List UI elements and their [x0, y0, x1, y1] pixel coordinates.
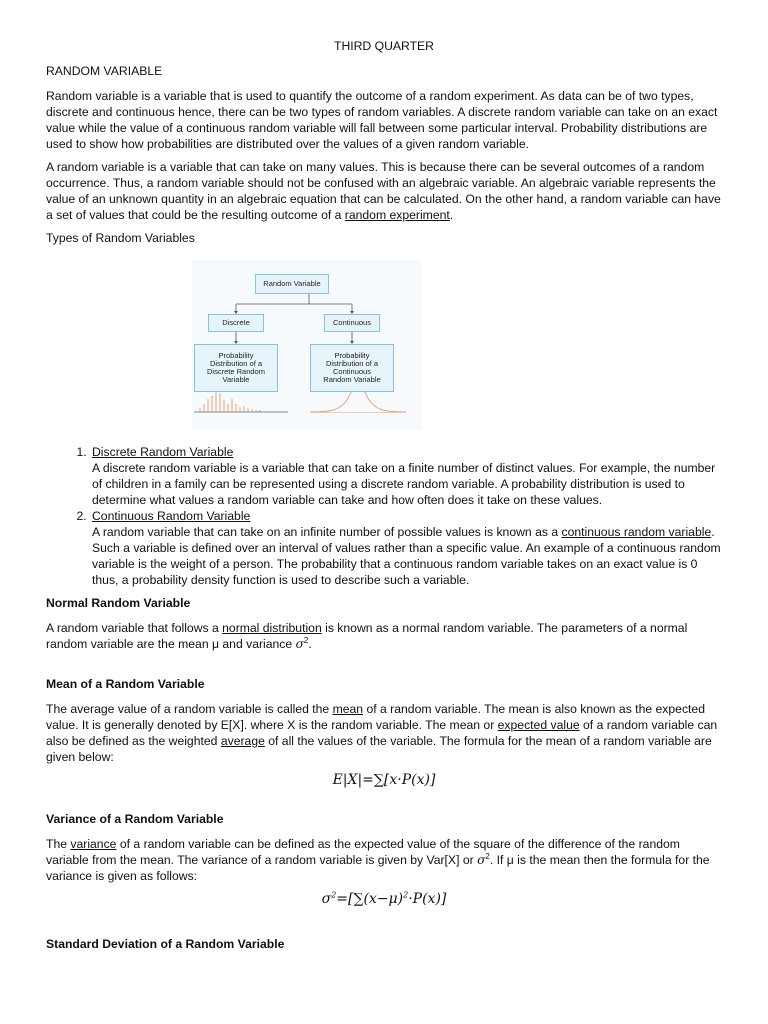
text-segment: The [46, 837, 71, 851]
list-item [90, 444, 722, 508]
normal-heading: Normal Random Variable [46, 596, 191, 610]
discrete-distribution-node: Probability Distribution of a Discrete Random Variable [194, 344, 278, 392]
text-segment: of a random variable. The mean is also known as the expected value. It is generally denoted by E[X]. where X is the random variable. The mean or [46, 702, 705, 732]
variance-formula [46, 890, 722, 908]
formula-exponent: 2 [331, 890, 337, 900]
page-title: THIRD QUARTER [334, 39, 434, 53]
continuous-random-variable-title[interactable]: Continuous Random Variable [92, 509, 251, 523]
document-page [46, 38, 722, 952]
text-segment: is known as a normal random variable. The parameters of a normal random variable are the mean μ and variance [46, 621, 688, 651]
text-segment: The average value of a random variable is called the [46, 702, 333, 716]
expected-value-link[interactable]: expected value [497, 718, 580, 732]
continuous-random-variable-link[interactable]: continuous random variable [561, 525, 712, 539]
random-variable-diagram [192, 260, 422, 430]
text-segment: of a random variable can also be defined as the weighted [46, 718, 718, 748]
text-segment: of all the values of the variable. The formula for the mean of a random variable are given below: [46, 734, 712, 764]
intro-paragraph: Random variable is a variable that is used to quantify the outcome of a random experiment. As data can be of two types, discrete and continuous hence, there can be two types of random variables. A discrete random variable can take on an exact value while the value of a continuous random variable will fall between some particular interval. Probability distributions are used to show how probabilities are distributed over the values of a given random variable. [46, 89, 718, 151]
text-segment: . [308, 637, 312, 651]
exponent: 2 [485, 851, 490, 861]
list-item [90, 508, 722, 588]
standard-deviation-heading: Standard Deviation of a Random Variable [46, 937, 285, 951]
exponent: 2 [303, 635, 309, 645]
text-segment: . If μ is the mean then the formula for the variance is given as follows: [46, 853, 710, 883]
text-segment: A random variable that can take on an infinite number of possible values is known as a [92, 525, 562, 539]
mean-formula: E|X|=∑[x·P(x)] [332, 772, 436, 788]
text-segment: . [449, 208, 454, 222]
discrete-spikes [200, 391, 260, 412]
text-segment: . Such a variable is defined over an interval of values rather than a specific value. An example of a continuous random variable is the weight of a person. The probability that a continuous random variable takes on an exact value is 0 thus, a probability density function is used to describe such a variable. [92, 525, 721, 587]
formula-sigma: σ [321, 891, 332, 907]
text-segment: of a random variable can be defined as the expected value of the square of the difference of the random variable from the mean. The variance of a random variable is given by Var[X] or [46, 837, 680, 867]
formula-end: ·P(x)] [408, 891, 447, 907]
formula-body: =[∑(x−μ) [336, 891, 404, 907]
list-item-body: A discrete random variable is a variable that can take on a finite number of distinct values. For example, the number of children in a family can be represented using a discrete random variable. A probability distribution is used to determine what values a random variable can take and how often does it take on these values. [92, 461, 716, 507]
mean-link[interactable]: mean [332, 702, 364, 716]
formula-exponent: 2 [403, 890, 409, 900]
discrete-random-variable-link[interactable]: Discrete Random Variable [92, 445, 234, 459]
normal-paragraph [46, 620, 722, 652]
list-item-body [92, 525, 721, 587]
continuous-node: Continuous [324, 314, 380, 332]
types-list [46, 444, 722, 588]
mean-paragraph [46, 701, 722, 765]
average-link[interactable]: average [220, 734, 265, 748]
variance-paragraph [46, 836, 722, 884]
random-experiment-link[interactable]: random experiment [344, 208, 450, 222]
second-paragraph [46, 159, 722, 223]
root-node: Random Variable [255, 274, 329, 294]
continuous-distribution-node: Probability Distribution of a Continuous Random Variable [310, 344, 394, 392]
sigma-symbol: σ [477, 853, 486, 867]
mean-heading: Mean of a Random Variable [46, 677, 205, 691]
sigma-symbol: σ [295, 637, 304, 651]
normal-distribution-link[interactable]: normal distribution [222, 621, 322, 635]
text-segment: A random variable that follows a [46, 621, 223, 635]
text-segment: A random variable is a variable that can take on many values. This is because there can be several outcomes of a random occurrence. Thus, a random variable should not be confused with an algebraic variable. An algebraic variable represents the value of an unknown quantity in an algebraic equation that can be calculated. On the other hand, a random variable can have a set of values that could be the resulting outcome of a [46, 160, 721, 222]
section-heading: RANDOM VARIABLE [46, 64, 163, 78]
variance-heading: Variance of a Random Variable [46, 812, 224, 826]
types-heading: Types of Random Variables [46, 231, 195, 245]
variance-link[interactable]: variance [70, 837, 117, 851]
discrete-node: Discrete [208, 314, 264, 332]
